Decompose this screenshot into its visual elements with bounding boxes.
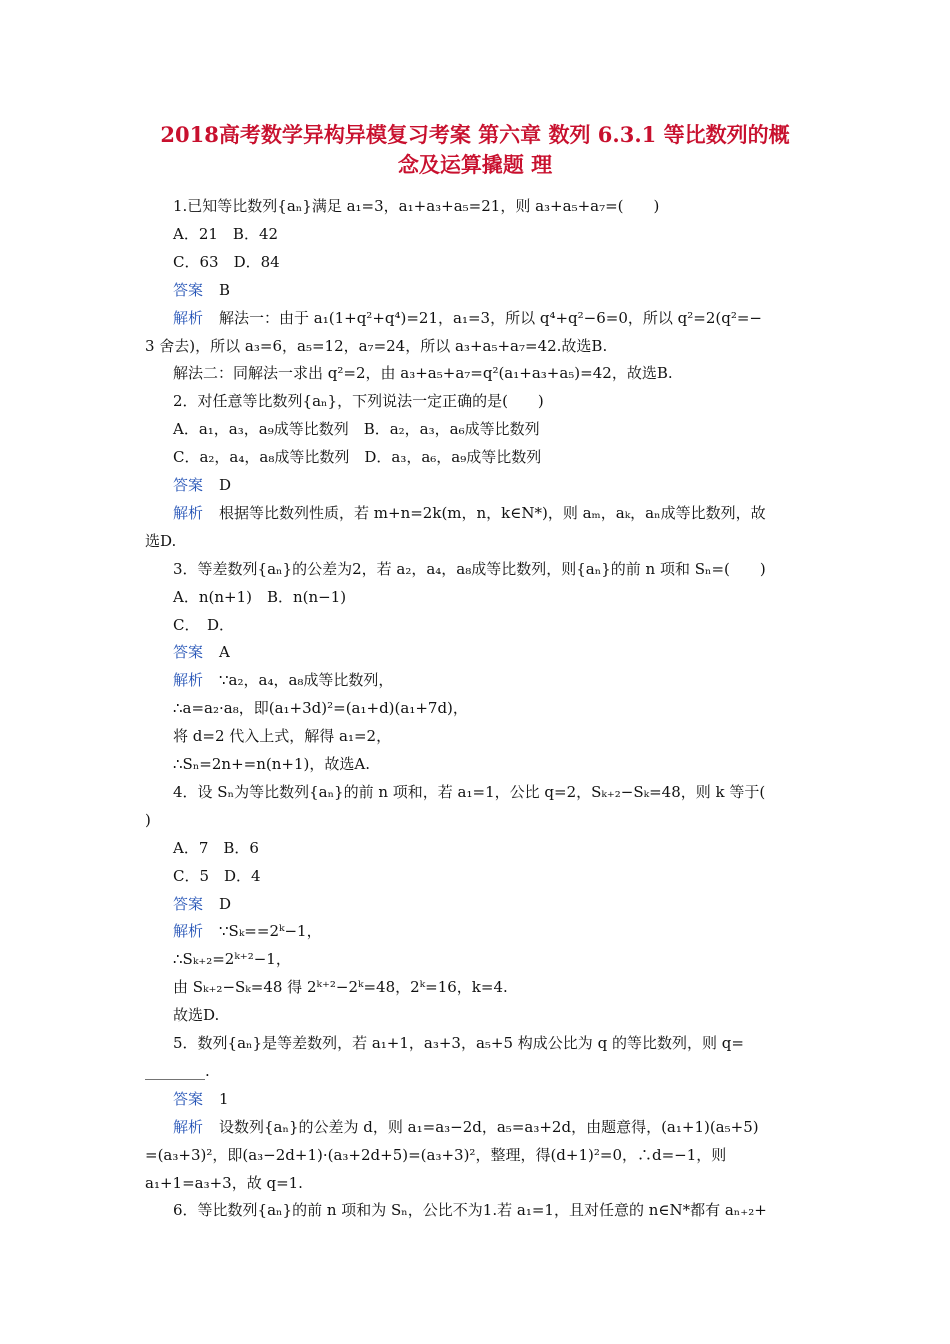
answer-line xyxy=(173,280,950,300)
line-text: ________. xyxy=(145,1061,210,1080)
line-text: 解法一：由于 a₁(1+q²+q⁴)=21，a₁=3，所以 q⁴+q²−6=0，所以 q²=2(q²=− xyxy=(219,308,762,327)
title-line-1: 2018高考数学异构异模复习考案 第六章 数列 6.3.1 等比数列的概 xyxy=(160,122,790,147)
line-text: =(a₃+3)²，即(a₃−2d+1)·(a₃+2d+5)=(a₃+3)²，整理，得(d+1)²=0，∴d=−1，则 xyxy=(145,1145,727,1164)
text-line xyxy=(173,196,950,216)
text-line xyxy=(145,336,950,356)
analysis-line xyxy=(173,1117,950,1137)
analysis-line xyxy=(173,308,950,328)
line-text: 故选D. xyxy=(173,1006,220,1025)
text-line xyxy=(173,782,950,802)
line-text: 解法二：同解法一求出 q²=2，由 a₃+a₅+a₇=q²(a₁+a₃+a₅)=42，故选B. xyxy=(173,364,673,383)
line-text: 6．等比数列{aₙ}的前 n 项和为 Sₙ，公比不为1.若 a₁=1，且对任意的 n∈N*都有 aₙ₊₂+ xyxy=(173,1201,767,1220)
analysis-label: 解析 xyxy=(173,503,204,522)
analysis-label: 解析 xyxy=(173,308,204,327)
line-text: ∵Sₖ==2ᵏ−1， xyxy=(219,922,322,941)
analysis-label: 解析 xyxy=(173,671,204,690)
text-line xyxy=(173,615,950,635)
line-text: C．5 D．4 xyxy=(173,866,261,885)
line-text: 4．设 Sₙ为等比数列{aₙ}的前 n 项和，若 a₁=1，公比 q=2，Sₖ₊₂−Sₖ=48，则 k 等于( xyxy=(173,782,766,801)
text-line xyxy=(145,810,950,830)
line-text: 选D. xyxy=(145,531,177,550)
text-line xyxy=(173,1200,950,1220)
text-line xyxy=(173,949,950,969)
answer-label: 答案 xyxy=(173,894,204,913)
line-text: B xyxy=(219,280,231,299)
analysis-label: 解析 xyxy=(173,922,204,941)
analysis-line xyxy=(173,670,950,690)
line-text: ∴Sₖ₊₂=2ᵏ⁺²−1， xyxy=(173,950,291,969)
title-line-2: 念及运算撬题 理 xyxy=(397,152,553,177)
text-line xyxy=(173,838,950,858)
line-text: ) xyxy=(145,810,151,829)
page-title xyxy=(120,120,830,180)
text-line xyxy=(173,866,950,886)
text-line xyxy=(173,391,950,411)
answer-line xyxy=(173,894,950,914)
line-text: ∴Sₙ=2n+=n(n+1)，故选A. xyxy=(173,755,370,773)
line-text: 1 xyxy=(219,1089,229,1108)
answer-line xyxy=(173,475,950,495)
line-text: A．21 B．42 xyxy=(173,224,279,243)
line-text: 3．等差数列{aₙ}的公差为2，若 a₂，a₄，a₈成等比数列，则{aₙ}的前 n 项和 Sₙ=( ) xyxy=(173,559,766,578)
answer-line xyxy=(173,1089,950,1109)
line-text: 根据等比数列性质，若 m+n=2k(m，n，k∈N*)，则 aₘ，aₖ，aₙ成等比数列，故 xyxy=(219,503,766,522)
text-line xyxy=(173,754,950,774)
line-text: C．63 D．84 xyxy=(173,252,280,271)
analysis-line xyxy=(173,921,950,941)
text-line xyxy=(173,1005,950,1025)
text-line xyxy=(173,419,950,439)
text-line xyxy=(145,1173,950,1193)
text-line xyxy=(145,1145,950,1165)
answer-label: 答案 xyxy=(173,476,204,494)
text-line xyxy=(173,587,950,607)
text-line xyxy=(173,224,950,244)
text-line xyxy=(145,531,950,551)
line-text: A．n(n+1) B．n(n−1) xyxy=(173,587,347,606)
line-text: C． D． xyxy=(173,615,235,634)
line-text: D xyxy=(219,894,232,913)
text-line xyxy=(173,559,950,579)
line-text: A．a₁，a₃，a₉成等比数列 B．a₂，a₃，a₆成等比数列 xyxy=(173,420,540,439)
text-line xyxy=(173,363,950,383)
text-line xyxy=(173,726,950,746)
text-line xyxy=(173,447,950,467)
line-text: 由 Sₖ₊₂−Sₖ=48 得 2ᵏ⁺²−2ᵏ=48，2ᵏ=16，k=4. xyxy=(173,978,508,997)
line-text: A．7 B．6 xyxy=(173,838,259,857)
line-text: C．a₂，a₄，a₈成等比数列 D．a₃，a₆，a₉成等比数列 xyxy=(173,448,542,467)
text-line xyxy=(173,977,950,997)
answer-label: 答案 xyxy=(173,643,204,662)
text-line xyxy=(173,698,950,718)
line-text: 2．对任意等比数列{aₙ}，下列说法一定正确的是( ) xyxy=(173,392,544,411)
line-text: 1.已知等比数列{aₙ}满足 a₁=3，a₁+a₃+a₅=21，则 a₃+a₅+a₇=( ) xyxy=(173,197,660,215)
line-text: 将 d=2 代入上式，解得 a₁=2， xyxy=(173,727,392,746)
analysis-line xyxy=(173,503,950,523)
line-text: ∴a=a₂·a₈，即(a₁+3d)²=(a₁+d)(a₁+7d)， xyxy=(173,699,468,718)
line-text: 5．数列{aₙ}是等差数列，若 a₁+1，a₃+3，a₅+5 构成公比为 q 的等比数列，则 q= xyxy=(173,1034,744,1052)
analysis-label: 解析 xyxy=(173,1117,204,1136)
line-text: D xyxy=(219,476,232,494)
answer-label: 答案 xyxy=(173,280,204,299)
answer-line xyxy=(173,642,950,662)
line-text: a₁+1=a₃+3，故 q=1. xyxy=(145,1173,303,1192)
text-line xyxy=(173,252,950,272)
answer-label: 答案 xyxy=(173,1089,204,1108)
line-text: 设数列{aₙ}的公差为 d，则 a₁=a₃−2d，a₅=a₃+2d，由题意得，(a₁+1)(a₅+5) xyxy=(219,1117,759,1136)
line-text: A xyxy=(219,643,230,662)
text-line xyxy=(145,1061,950,1081)
text-line xyxy=(173,1033,950,1053)
line-text: ∵a₂，a₄，a₈成等比数列， xyxy=(219,671,394,690)
line-text: 3 舍去)，所以 a₃=6，a₅=12，a₇=24，所以 a₃+a₅+a₇=42.故选B. xyxy=(145,336,608,355)
